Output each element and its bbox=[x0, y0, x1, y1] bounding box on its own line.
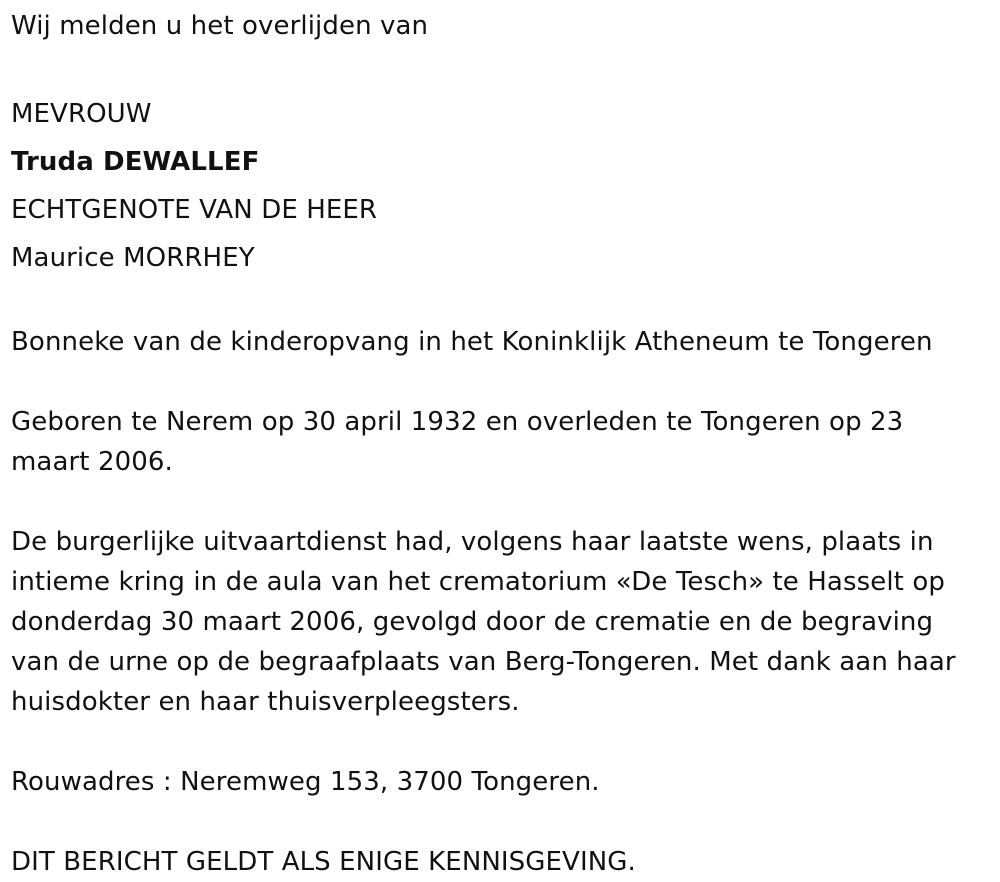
service-line-3: donderdag 30 maart 2006, gevolgd door de crematie en de begraving bbox=[11, 607, 934, 637]
intro-text: Wij melden u het overlijden van bbox=[11, 11, 429, 41]
service-line-2: intieme kring in de aula van het crematorium «De Tesch» te Hasselt op bbox=[11, 567, 945, 597]
service-line-4: van de urne op de begraafplaats van Berg-Tongeren. Met dank aan haar bbox=[11, 647, 956, 677]
spacer bbox=[11, 282, 986, 322]
mourning-address: Rouwadres : Neremweg 153, 3700 Tongeren. bbox=[11, 767, 600, 797]
spacer bbox=[11, 46, 986, 86]
spacer bbox=[11, 802, 986, 842]
closing-statement: DIT BERICHT GELDT ALS ENIGE KENNISGEVING. bbox=[11, 847, 636, 877]
nickname-line: Bonneke van de kinderopvang in het Koninklijk Atheneum te Tongeren bbox=[11, 327, 933, 357]
death-notice bbox=[11, 6, 986, 882]
spacer bbox=[11, 362, 986, 402]
spacer bbox=[11, 482, 986, 522]
birth-death-line-2: maart 2006. bbox=[11, 447, 173, 477]
title-prefix: MEVROUW bbox=[11, 99, 152, 129]
service-line-5: huisdokter en haar thuisverpleegsters. bbox=[11, 687, 520, 717]
birth-death-line-1: Geboren te Nerem op 30 april 1932 en overleden te Tongeren op 23 bbox=[11, 407, 904, 437]
spouse-name: Maurice MORRHEY bbox=[11, 243, 255, 273]
deceased-name: Truda DEWALLEF bbox=[11, 147, 260, 177]
spacer bbox=[11, 722, 986, 762]
spouse-label: ECHTGENOTE VAN DE HEER bbox=[11, 195, 378, 225]
service-line-1: De burgerlijke uitvaartdienst had, volgens haar laatste wens, plaats in bbox=[11, 527, 934, 557]
name-block bbox=[11, 90, 986, 282]
